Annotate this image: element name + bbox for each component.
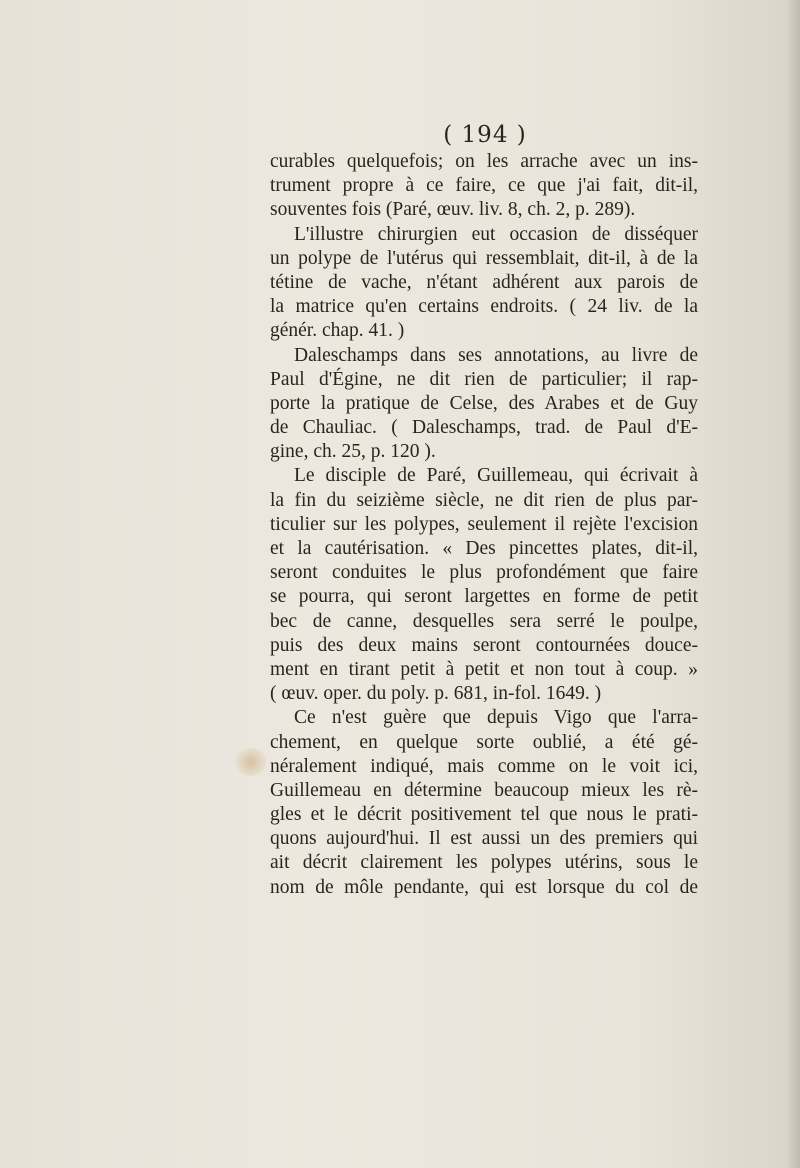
paper-stain: [236, 748, 266, 776]
text-line: souventes fois (Paré, œuv. liv. 8, ch. 2, p. 289).: [270, 199, 636, 221]
text-line: chement, en quelque sorte oublié, a été gé-: [270, 731, 698, 753]
text-line: et la cautérisation. « Des pincettes plates, dit-il,: [270, 538, 698, 559]
text-line: ( œuv. oper. du poly. p. 681, in-fol. 1649. ): [270, 683, 602, 705]
text-line: curables quelquefois; on les arrache avec un ins-: [270, 151, 698, 172]
text-line: génér. chap. 41. ): [270, 320, 405, 342]
text-line: un polype de l'utérus qui ressemblait, dit-il, à de la: [270, 247, 698, 269]
text-line: gles et le décrit positivement tel que nous le prati-: [270, 804, 698, 826]
text-line: la fin du seizième siècle, ne dit rien de plus par-: [270, 489, 698, 511]
page-number: ( 194 ): [443, 122, 527, 148]
text-line: bec de canne, desquelles sera serré le poulpe,: [270, 610, 698, 632]
page-edge-shadow: [786, 0, 800, 1168]
text-line: la matrice qu'en certains endroits. ( 24 liv. de la: [270, 296, 698, 318]
text-line: puis des deux mains seront contournées douce-: [270, 634, 698, 656]
text-line: Paul d'Égine, ne dit rien de particulier; il rap-: [270, 368, 698, 390]
text-line: ment en tirant petit à petit et non tout à coup. »: [270, 658, 698, 680]
body-text: [270, 150, 698, 900]
text-line: se pourra, qui seront largettes en forme de petit: [270, 586, 698, 608]
text-line: ticulier sur les polypes, seulement il rejète l'excision: [270, 513, 698, 535]
text-line: nom de môle pendante, qui est lorsque du col de: [270, 876, 698, 898]
text-line: quons aujourd'hui. Il est aussi un des premiers qui: [270, 828, 698, 850]
text-line: tétine de vache, n'étant adhérent aux parois de: [270, 271, 698, 293]
text-line: porte la pratique de Celse, des Arabes et de Guy: [270, 392, 698, 414]
text-line: seront conduites le plus profondément que faire: [270, 562, 698, 584]
text-line: néralement indiqué, mais comme on le voit ici,: [270, 755, 698, 777]
text-line: Daleschamps dans ses annotations, au livre de: [294, 344, 698, 366]
text-line: L'illustre chirurgien eut occasion de disséquer: [294, 223, 698, 245]
text-line: Le disciple de Paré, Guillemeau, qui écrivait à: [294, 465, 698, 487]
text-line: gine, ch. 25, p. 120 ).: [270, 441, 436, 463]
text-line: ait décrit clairement les polypes utérins, sous le: [270, 852, 698, 874]
text-line: trument propre à ce faire, ce que j'ai fait, dit-il,: [270, 175, 698, 197]
text-line: Ce n'est guère que depuis Vigo que l'arra-: [294, 707, 698, 729]
text-line: Guillemeau en détermine beaucoup mieux les rè-: [270, 779, 698, 801]
text-line: de Chauliac. ( Daleschamps, trad. de Paul d'E-: [270, 417, 698, 439]
